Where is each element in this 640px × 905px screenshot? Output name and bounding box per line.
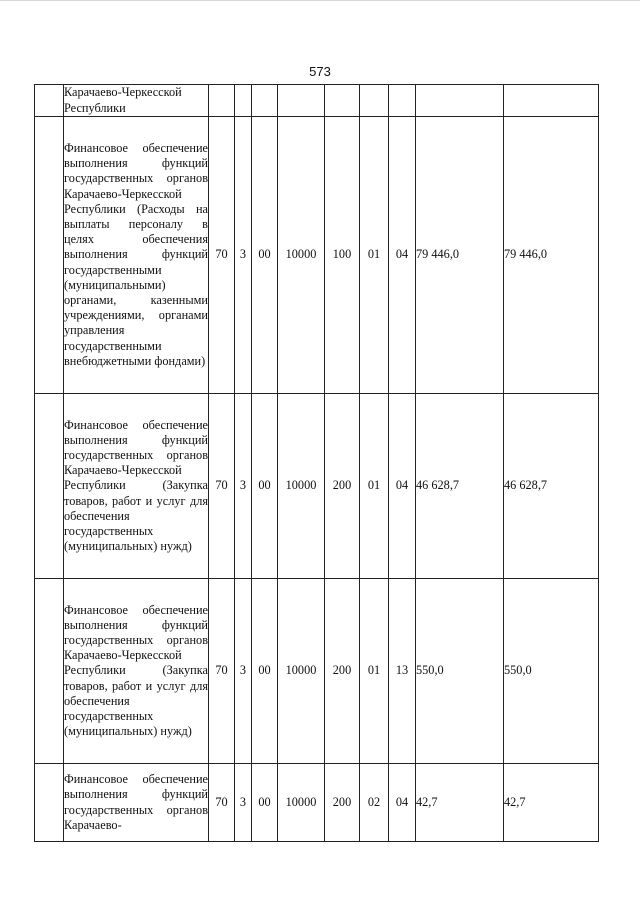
code-cell: 00 [252,579,278,764]
code-cell: 3 [235,394,252,579]
description-cell: Финансовое обеспечение выполнения функций государственных органов Карачаево-Черкесской Республики (Закупка товаров, работ и услуг для обеспечения государственных (муниципальных) нужд) [64,579,209,764]
amount-cell: 550,0 [504,579,599,764]
index-cell [35,579,64,764]
description-cell: Карачаево-Черкесской Республики [64,85,209,117]
code-cell [360,85,389,117]
code-cell: 10000 [278,764,325,842]
code-cell: 00 [252,117,278,394]
index-cell [35,85,64,117]
table-row [35,394,599,579]
code-cell: 01 [360,394,389,579]
table-row [35,579,599,764]
code-cell: 00 [252,764,278,842]
code-cell: 04 [389,394,416,579]
description-cell: Финансовое обеспечение выполнения функций государственных органов Карачаево- [64,764,209,842]
scan-edge-line [0,0,640,1]
code-cell: 04 [389,764,416,842]
code-cell: 3 [235,117,252,394]
index-cell [35,764,64,842]
code-cell [209,85,235,117]
amount-cell: 46 628,7 [416,394,504,579]
code-cell: 02 [360,764,389,842]
amount-cell [504,85,599,117]
code-cell: 13 [389,579,416,764]
index-cell [35,117,64,394]
description-cell: Финансовое обеспечение выполнения функций государственных органов Карачаево-Черкесской Республики (Закупка товаров, работ и услуг для обеспечения государственных (муниципальных) нужд) [64,394,209,579]
code-cell: 10000 [278,117,325,394]
code-cell: 200 [325,579,360,764]
code-cell: 3 [235,764,252,842]
code-cell: 10000 [278,579,325,764]
description-cell: Финансовое обеспечение выполнения функций государственных органов Карачаево-Черкесской Республики (Расходы на выплаты персоналу в целях обеспечения выполнения функций государственными (муниципальными) органами, казенными учреждениями, органами управления государственными внебюджетными фондами) [64,117,209,394]
code-cell: 200 [325,764,360,842]
code-cell: 70 [209,764,235,842]
code-cell [252,85,278,117]
code-cell: 70 [209,394,235,579]
code-cell: 100 [325,117,360,394]
code-cell [235,85,252,117]
code-cell: 200 [325,394,360,579]
code-cell: 00 [252,394,278,579]
code-cell: 01 [360,117,389,394]
amount-cell: 79 446,0 [416,117,504,394]
page-number: 573 [309,64,331,79]
amount-cell: 42,7 [416,764,504,842]
amount-cell: 46 628,7 [504,394,599,579]
budget-table [34,84,599,842]
table-row [35,85,599,117]
table-row [35,764,599,842]
code-cell [278,85,325,117]
amount-cell: 79 446,0 [504,117,599,394]
code-cell: 70 [209,579,235,764]
code-cell [325,85,360,117]
code-cell: 3 [235,579,252,764]
table-row [35,117,599,394]
code-cell [389,85,416,117]
index-cell [35,394,64,579]
code-cell: 70 [209,117,235,394]
amount-cell [416,85,504,117]
amount-cell: 42,7 [504,764,599,842]
code-cell: 10000 [278,394,325,579]
amount-cell: 550,0 [416,579,504,764]
code-cell: 04 [389,117,416,394]
code-cell: 01 [360,579,389,764]
